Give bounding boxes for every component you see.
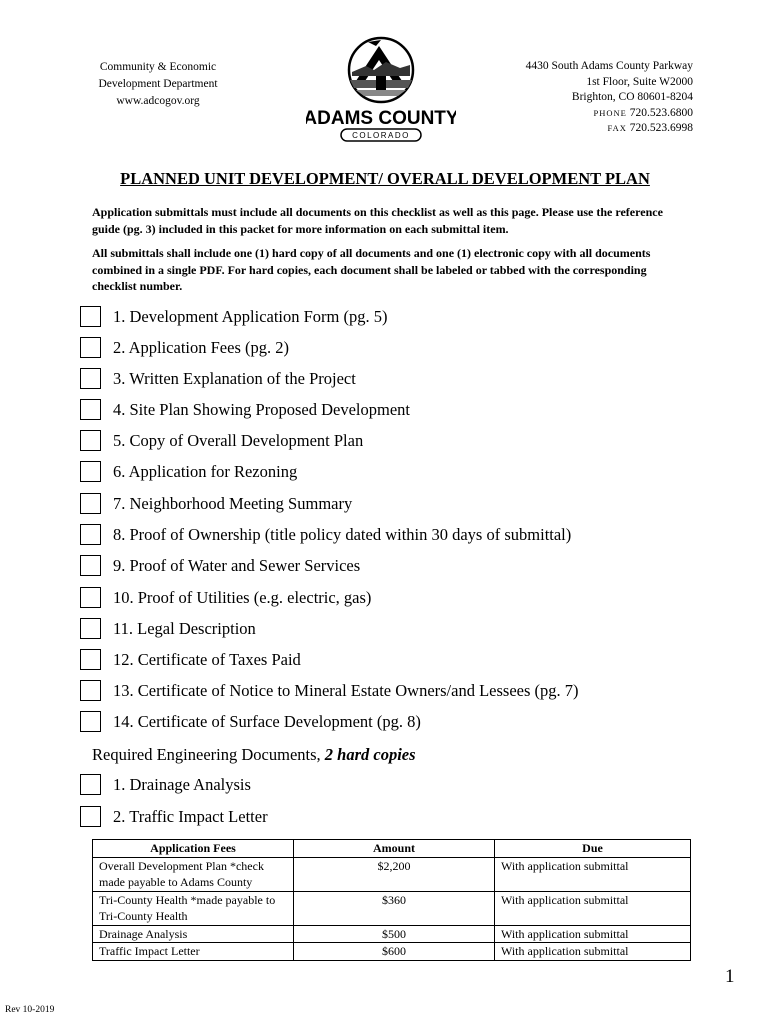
checklist-item[interactable] (0, 337, 770, 361)
checklist-label: 6. Application for Rezoning (113, 462, 298, 481)
checkbox[interactable] (80, 806, 101, 827)
website-text: www.adcogov.org (116, 95, 200, 107)
table-row (93, 857, 691, 891)
address-line-2: 1st Floor, Suite W2000 (586, 75, 693, 88)
address-block (500, 59, 693, 137)
phone-line (500, 106, 693, 122)
checklist-label: 3. Written Explanation of the Project (113, 369, 356, 388)
checklist-label: 7. Neighborhood Meeting Summary (113, 494, 353, 513)
fee-due: With application submittal (495, 943, 691, 961)
fee-name: Traffic Impact Letter (93, 943, 294, 961)
checkbox[interactable] (80, 430, 101, 451)
checkbox[interactable] (80, 774, 101, 795)
phone-label: PHONE (593, 107, 627, 118)
table-row (93, 925, 691, 943)
engineering-heading-emphasis: 2 hard copies (324, 745, 416, 764)
adams-county-logo (306, 32, 456, 144)
checklist-label: 5. Copy of Overall Development Plan (113, 431, 364, 450)
header-application-fees: Application Fees (93, 840, 294, 858)
department-line-1: Community & Economic (99, 61, 217, 73)
checkbox[interactable] (80, 306, 101, 327)
checkbox[interactable] (80, 618, 101, 639)
checklist-item[interactable] (0, 711, 770, 735)
intro-paragraph-2: All submittals shall include one (1) hard copy of all documents and one (1) electronic copy with all documents combined in a single PDF. For hard copies, each document shall be labeled or tabbed with the corresponding checklist number. (92, 246, 651, 293)
checklist-label: 1. Development Application Form (pg. 5) (113, 307, 388, 326)
fax-number: 720.523.6998 (629, 122, 693, 134)
checklist-item[interactable] (0, 493, 770, 517)
engineering-label: 1. Drainage Analysis (113, 775, 251, 794)
fee-name: Drainage Analysis (93, 925, 294, 943)
header-due: Due (495, 840, 691, 858)
fee-amount: $500 (294, 925, 495, 943)
fees-table (92, 839, 691, 961)
fee-due: With application submittal (495, 891, 691, 925)
department-block (93, 59, 223, 110)
fee-due: With application submittal (495, 857, 691, 891)
fax-label: FAX (607, 123, 627, 133)
revision-label: Rev 10-2019 (5, 1005, 55, 1015)
phone-number: 720.523.6800 (629, 106, 693, 119)
checkbox[interactable] (80, 649, 101, 670)
checkbox[interactable] (80, 680, 101, 701)
checklist-label: 13. Certificate of Notice to Mineral Estate Owners/and Lessees (pg. 7) (113, 681, 579, 700)
checkbox[interactable] (80, 368, 101, 389)
logo-wordmark: ADAMS COUNTY (306, 108, 456, 129)
checklist-item[interactable] (0, 555, 770, 579)
checkbox[interactable] (80, 461, 101, 482)
intro-paragraph-1: Application submittals must include all documents on this checklist as well as this page. Please use the reference guide (pg. 3) included in this packet for more information on each submittal item. (92, 205, 663, 236)
checklist-item[interactable] (0, 618, 770, 642)
checklist-item[interactable] (0, 368, 770, 392)
checkbox[interactable] (80, 399, 101, 420)
checklist-item[interactable] (0, 649, 770, 673)
engineering-label: 2. Traffic Impact Letter (113, 807, 268, 826)
table-header-row (93, 840, 691, 858)
checklist-label: 9. Proof of Water and Sewer Services (113, 556, 361, 575)
checkbox[interactable] (80, 337, 101, 358)
department-line-2: Development Department (98, 78, 218, 90)
checklist-item[interactable] (0, 680, 770, 704)
engineering-item[interactable] (0, 774, 770, 798)
checkbox[interactable] (80, 711, 101, 732)
checklist-item[interactable] (0, 306, 770, 330)
fax-line (500, 121, 693, 137)
checklist-label: 11. Legal Description (113, 619, 256, 638)
checkbox[interactable] (80, 555, 101, 576)
engineering-heading-text: Required Engineering Documents, (92, 745, 321, 764)
checkbox[interactable] (80, 493, 101, 514)
checklist-label: 10. Proof of Utilities (e.g. electric, gas) (113, 588, 372, 607)
checklist-item[interactable] (0, 524, 770, 548)
checklist-item[interactable] (0, 430, 770, 454)
checklist-item[interactable] (0, 461, 770, 485)
header-amount: Amount (294, 840, 495, 858)
fee-amount: $2,200 (294, 857, 495, 891)
table-row (93, 891, 691, 925)
page-title: PLANNED UNIT DEVELOPMENT/ OVERALL DEVELOPMENT PLAN (120, 169, 650, 188)
checklist-item[interactable] (0, 587, 770, 611)
checklist-item[interactable] (0, 399, 770, 423)
fee-name: Tri-County Health *made payable to Tri-County Health (93, 891, 294, 925)
fee-amount: $600 (294, 943, 495, 961)
address-line-3: Brighton, CO 80601-8204 (571, 91, 693, 103)
checkbox[interactable] (80, 587, 101, 608)
table-row (93, 943, 691, 961)
checklist-label: 14. Certificate of Surface Development (pg. 8) (113, 712, 421, 731)
checkbox[interactable] (80, 524, 101, 545)
address-line-1: 4430 South Adams County Parkway (525, 60, 693, 72)
engineering-heading (92, 745, 416, 765)
page-number: 1 (725, 966, 735, 987)
checklist-label: 12. Certificate of Taxes Paid (113, 650, 301, 669)
engineering-item[interactable] (0, 806, 770, 830)
checklist-label: 4. Site Plan Showing Proposed Development (113, 400, 410, 419)
fee-due: With application submittal (495, 925, 691, 943)
logo-state: COLORADO (352, 131, 410, 140)
checklist-label: 2. Application Fees (pg. 2) (113, 338, 289, 357)
fee-name: Overall Development Plan *check made payable to Adams County (93, 857, 294, 891)
fee-amount: $360 (294, 891, 495, 925)
checklist-label: 8. Proof of Ownership (title policy dated within 30 days of submittal) (113, 525, 572, 544)
